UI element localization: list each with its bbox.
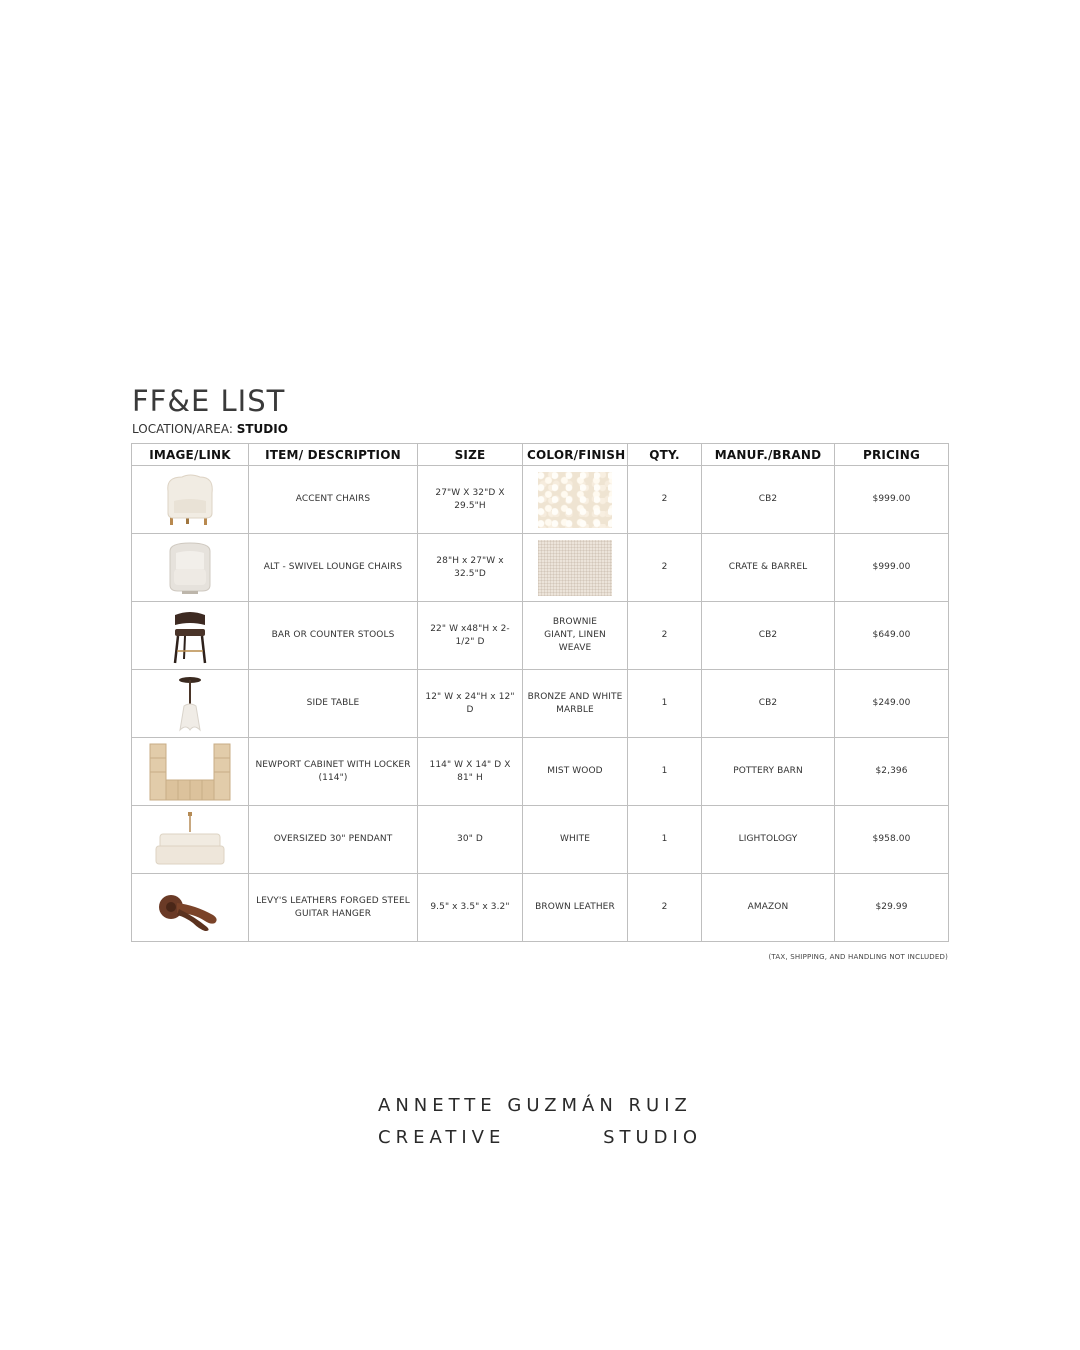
item-qty: 1 xyxy=(628,806,702,874)
linen-swatch xyxy=(538,540,612,596)
color-line-2: GIANT, LINEN WEAVE xyxy=(544,630,606,653)
item-description xyxy=(249,738,418,806)
item-price: $958.00 xyxy=(835,806,949,874)
guitar-hanger-icon[interactable] xyxy=(155,883,225,933)
image-cell[interactable] xyxy=(132,466,249,534)
logo-line-1: ANNETTE GUZMÁN RUIZ xyxy=(378,1095,692,1116)
item-qty: 2 xyxy=(628,466,702,534)
table-row xyxy=(132,806,949,874)
item-brand: AMAZON xyxy=(702,874,835,942)
boucle-swatch xyxy=(538,472,612,528)
table-row xyxy=(132,466,949,534)
item-color-finish xyxy=(523,602,628,670)
header-color-finish: COLOR/FINISH xyxy=(523,444,628,466)
side-table-icon[interactable] xyxy=(170,674,210,734)
color-line-1: BRONZE AND WHITE xyxy=(527,691,623,702)
image-cell[interactable] xyxy=(132,534,249,602)
item-brand: CRATE & BARREL xyxy=(702,534,835,602)
item-color-finish: MIST WOOD xyxy=(523,738,628,806)
item-description: BAR OR COUNTER STOOLS xyxy=(249,602,418,670)
image-cell[interactable] xyxy=(132,602,249,670)
table-row xyxy=(132,670,949,738)
table-row xyxy=(132,602,949,670)
image-cell[interactable] xyxy=(132,670,249,738)
item-color-finish xyxy=(523,670,628,738)
header-description: ITEM/ DESCRIPTION xyxy=(249,444,418,466)
item-qty: 2 xyxy=(628,874,702,942)
item-size: 27"W X 32"D X 29.5"H xyxy=(418,466,523,534)
cabinet-icon[interactable] xyxy=(148,742,232,802)
footnote: (TAX, SHIPPING, AND HANDLING NOT INCLUDED) xyxy=(768,953,948,961)
table-row xyxy=(132,874,949,942)
item-brand: LIGHTOLOGY xyxy=(702,806,835,874)
image-cell[interactable] xyxy=(132,874,249,942)
table-row xyxy=(132,534,949,602)
header-brand: MANUF./BRAND xyxy=(702,444,835,466)
item-price: $249.00 xyxy=(835,670,949,738)
pendant-icon[interactable] xyxy=(150,810,230,870)
item-description: ALT - SWIVEL LOUNGE CHAIRS xyxy=(249,534,418,602)
bar-stool-icon[interactable] xyxy=(165,607,215,665)
item-price: $999.00 xyxy=(835,534,949,602)
header-image-link: IMAGE/LINK xyxy=(132,444,249,466)
location-value: STUDIO xyxy=(236,422,288,436)
logo-line-2 xyxy=(378,1127,702,1148)
location-line xyxy=(132,422,288,436)
page-title: FF&E LIST xyxy=(132,384,286,418)
description-line-2: (114") xyxy=(318,772,348,783)
swivel-chair-icon[interactable] xyxy=(160,539,220,597)
accent-chair-icon[interactable] xyxy=(160,471,220,529)
color-finish-cell xyxy=(523,534,628,602)
item-qty: 2 xyxy=(628,534,702,602)
image-cell[interactable] xyxy=(132,738,249,806)
location-label: LOCATION/AREA: xyxy=(132,422,233,436)
item-size: 22" W x48"H x 2-1/2" D xyxy=(418,602,523,670)
item-description xyxy=(249,874,418,942)
header-size: SIZE xyxy=(418,444,523,466)
item-brand: CB2 xyxy=(702,466,835,534)
table-header-row xyxy=(132,444,949,466)
item-brand: CB2 xyxy=(702,602,835,670)
logo-word-creative: CREATIVE xyxy=(378,1127,506,1148)
item-qty: 1 xyxy=(628,670,702,738)
description-line-1: NEWPORT CABINET WITH LOCKER xyxy=(255,759,411,770)
description-line-2: GUITAR HANGER xyxy=(294,908,372,919)
item-brand: CB2 xyxy=(702,670,835,738)
image-cell[interactable] xyxy=(132,806,249,874)
brand-logo xyxy=(378,1095,702,1148)
item-price: $29.99 xyxy=(835,874,949,942)
item-color-finish: BROWN LEATHER xyxy=(523,874,628,942)
item-description: ACCENT CHAIRS xyxy=(249,466,418,534)
ffe-table xyxy=(131,443,949,942)
item-brand: POTTERY BARN xyxy=(702,738,835,806)
item-size: 9.5" x 3.5" x 3.2" xyxy=(418,874,523,942)
item-size: 30" D xyxy=(418,806,523,874)
logo-word-studio: STUDIO xyxy=(603,1127,702,1148)
header-qty: QTY. xyxy=(628,444,702,466)
color-finish-cell xyxy=(523,466,628,534)
item-qty: 1 xyxy=(628,738,702,806)
table-row xyxy=(132,738,949,806)
item-description: OVERSIZED 30" PENDANT xyxy=(249,806,418,874)
description-line-1: LEVY'S LEATHERS FORGED STEEL xyxy=(256,895,410,906)
item-price: $649.00 xyxy=(835,602,949,670)
item-description: SIDE TABLE xyxy=(249,670,418,738)
header-pricing: PRICING xyxy=(835,444,949,466)
item-size: 12" W x 24"H x 12" D xyxy=(418,670,523,738)
color-line-2: MARBLE xyxy=(556,704,594,715)
item-size: 114" W X 14" D X 81" H xyxy=(418,738,523,806)
item-color-finish: WHITE xyxy=(523,806,628,874)
item-qty: 2 xyxy=(628,602,702,670)
item-price: $2,396 xyxy=(835,738,949,806)
color-line-1: BROWNIE xyxy=(552,617,598,627)
item-size: 28"H x 27"W x 32.5"D xyxy=(418,534,523,602)
item-price: $999.00 xyxy=(835,466,949,534)
